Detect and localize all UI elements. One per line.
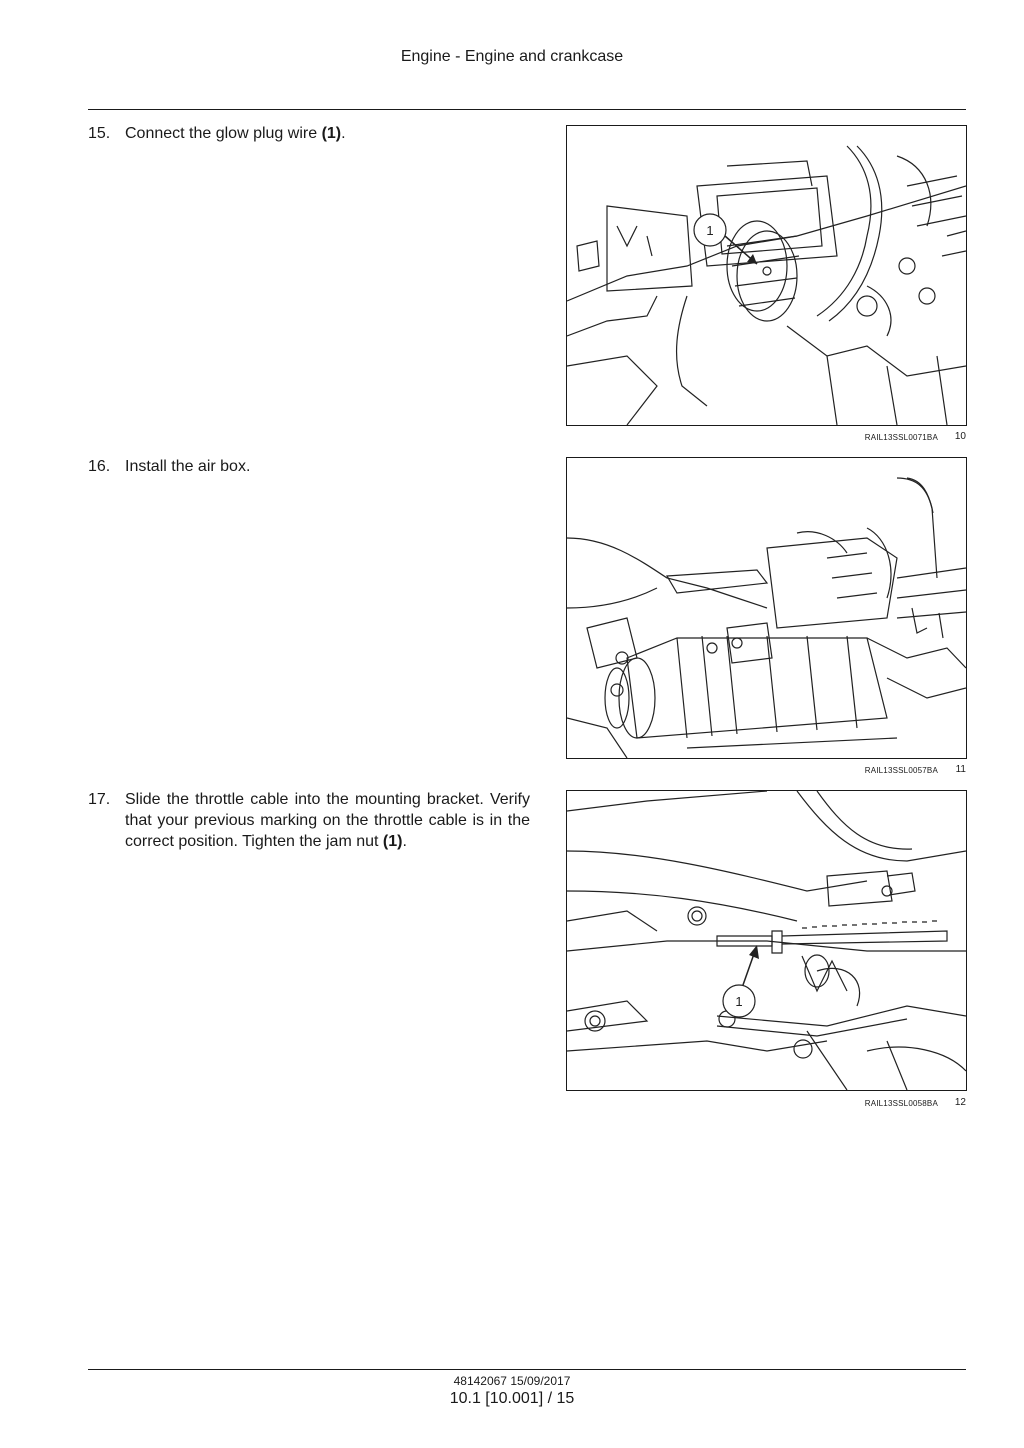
figure-throttle-cable (566, 790, 967, 1091)
figure-glow-plug-wire (566, 125, 967, 426)
callout-label: 1 (706, 223, 714, 238)
air-box-illustration (567, 458, 966, 758)
step-17 (88, 789, 533, 855)
step-text (125, 123, 530, 144)
callout-label: 1 (735, 994, 743, 1009)
step-15 (88, 123, 533, 147)
footer-document-id: 48142067 15/09/2017 (453, 1374, 571, 1388)
footer-page-number: 10.1 [10.001] / 15 (449, 1390, 575, 1407)
step-text-body: Connect the glow plug wire (125, 125, 322, 142)
step-number: 17. (88, 791, 111, 808)
figure-number: 12 (954, 1097, 966, 1108)
figure-code: RAIL13SSL0057BA (864, 766, 938, 775)
figure-code: RAIL13SSL0058BA (864, 1099, 938, 1108)
callout-arrowhead (749, 945, 759, 959)
step-text (125, 789, 530, 852)
callout-reference: (1) (382, 833, 403, 850)
figure-code: RAIL13SSL0071BA (864, 433, 938, 442)
engine-glow-plug-illustration (567, 126, 966, 425)
step-text-end: . (402, 833, 407, 850)
figure-number: 11 (955, 764, 966, 775)
step-number: 15. (88, 125, 111, 142)
callout-reference: (1) (321, 125, 342, 142)
step-16 (88, 456, 533, 480)
step-number: 16. (88, 458, 111, 475)
figure-number: 10 (954, 431, 966, 442)
step-text: Install the air box. (125, 458, 251, 475)
header-divider (88, 109, 966, 110)
figure-air-box (566, 457, 967, 759)
step-text-body: Slide the throttle cable into the mounting bracket. Verify that your previous marking on the throttle cable is in the correct position. Tighten the jam nut (125, 791, 530, 850)
page-header-title: Engine - Engine and crankcase (400, 48, 624, 65)
footer-divider (88, 1369, 966, 1370)
step-text-end: . (341, 125, 346, 142)
throttle-cable-illustration (567, 791, 966, 1090)
